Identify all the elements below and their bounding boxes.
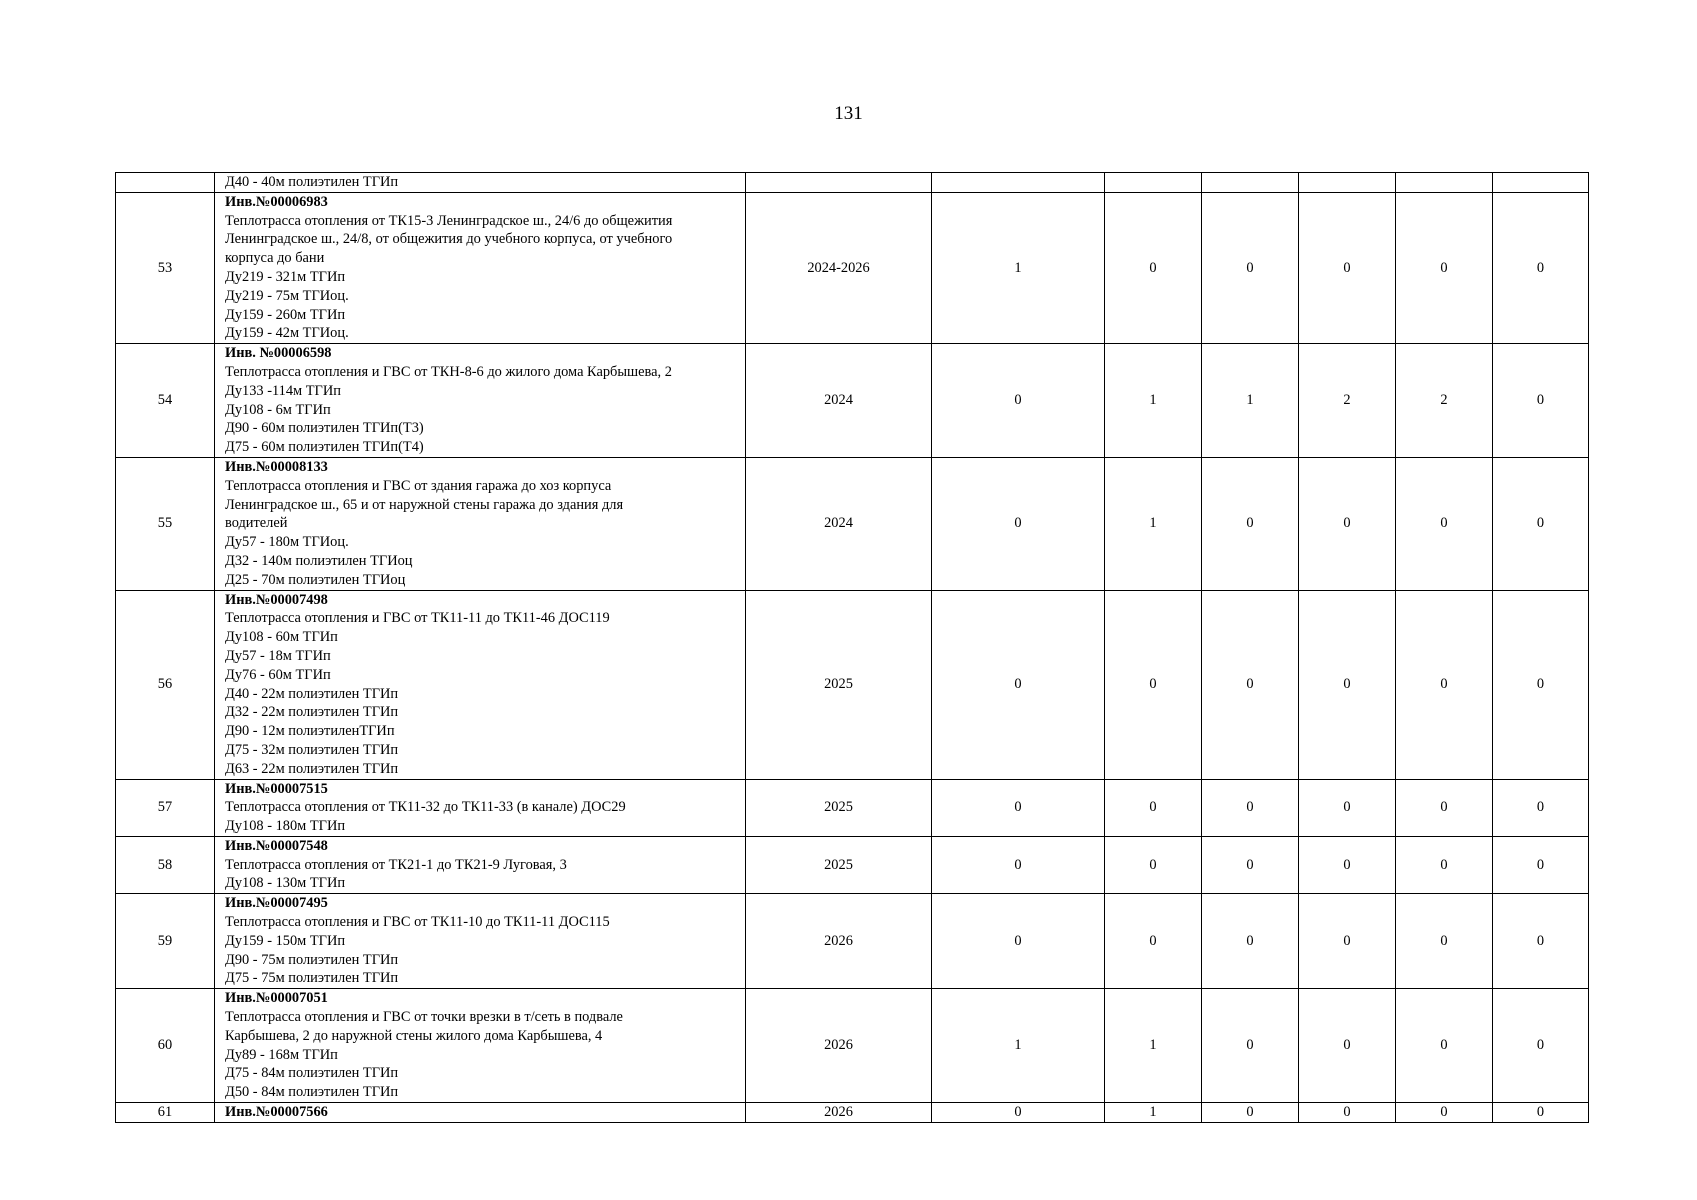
description-line: корпуса до бани — [225, 250, 325, 267]
description-line: Д40 - 40м полиэтилен ТГИп — [225, 174, 399, 190]
description-line: Д75 - 84м полиэтилен ТГИп — [225, 1065, 399, 1082]
value-cell-c4: 0 — [1299, 779, 1396, 836]
description-cell — [215, 1103, 746, 1123]
value-cell-c3 — [1202, 173, 1299, 193]
value-cell-c1: 1 — [932, 989, 1105, 1103]
value-cell-c6: 0 — [1493, 779, 1589, 836]
table-row — [116, 590, 1589, 779]
value-cell-c1: 0 — [932, 1103, 1105, 1123]
value-cell-c4: 0 — [1299, 1103, 1396, 1123]
description-line: Ду159 - 150м ТГИп — [225, 932, 346, 949]
years-cell: 2026 — [746, 894, 932, 989]
table-row — [116, 457, 1589, 590]
value-cell-c6: 0 — [1493, 894, 1589, 989]
row-number-cell — [116, 173, 215, 193]
description-line: Теплотрасса отопления и ГВС от здания гаража до хоз корпуса — [225, 477, 612, 494]
inventory-number: Инв.№00006983 — [225, 193, 328, 210]
value-cell-c2: 0 — [1105, 836, 1202, 893]
value-cell-c4: 2 — [1299, 344, 1396, 458]
description-line: Д50 - 84м полиэтилен ТГИп — [225, 1084, 399, 1101]
inventory-number: Инв.№00007548 — [225, 837, 328, 854]
description-line: Теплотрасса отопления от ТК11-32 до ТК11-33 (в канале) ДОС29 — [225, 799, 626, 816]
row-number-cell: 61 — [116, 1103, 215, 1123]
description-line: Ленинградское ш., 65 и от наружной стены гаража до здания для — [225, 496, 624, 513]
description-line: Д90 - 60м полиэтилен ТГИп(Т3) — [225, 420, 424, 437]
value-cell-c4: 0 — [1299, 989, 1396, 1103]
value-cell-c5: 0 — [1396, 989, 1493, 1103]
value-cell-c4: 0 — [1299, 590, 1396, 779]
value-cell-c6: 0 — [1493, 192, 1589, 343]
row-number-cell: 57 — [116, 779, 215, 836]
value-cell-c1: 0 — [932, 344, 1105, 458]
description-cell — [215, 894, 746, 989]
value-cell-c6: 0 — [1493, 1103, 1589, 1123]
years-cell: 2026 — [746, 989, 932, 1103]
description-line: Карбышева, 2 до наружной стены жилого дома Карбышева, 4 — [225, 1027, 603, 1044]
value-cell-c4: 0 — [1299, 457, 1396, 590]
inventory-number: Инв. №00006598 — [225, 345, 332, 362]
value-cell-c2 — [1105, 173, 1202, 193]
value-cell-c5: 0 — [1396, 779, 1493, 836]
row-number-cell: 53 — [116, 192, 215, 343]
description-line: Ду76 - 60м ТГИп — [225, 666, 331, 683]
inventory-number: Инв.№00008133 — [225, 458, 328, 475]
value-cell-c4: 0 — [1299, 192, 1396, 343]
value-cell-c3: 0 — [1202, 989, 1299, 1103]
value-cell-c2: 1 — [1105, 457, 1202, 590]
value-cell-c6: 0 — [1493, 836, 1589, 893]
value-cell-c2: 1 — [1105, 344, 1202, 458]
description-line: Теплотрасса отопления и ГВС от ТК11-10 до ТК11-11 ДОС115 — [225, 914, 610, 931]
table-row — [116, 836, 1589, 893]
years-cell: 2025 — [746, 779, 932, 836]
row-number-cell: 59 — [116, 894, 215, 989]
table-row — [116, 894, 1589, 989]
description-cell — [215, 590, 746, 779]
years-cell: 2025 — [746, 836, 932, 893]
value-cell-c3: 0 — [1202, 1103, 1299, 1123]
page-number: 131 — [834, 103, 863, 124]
value-cell-c1: 0 — [932, 590, 1105, 779]
value-cell-c1 — [932, 173, 1105, 193]
description-line: Ду108 - 180м ТГИп — [225, 818, 346, 835]
value-cell-c3: 0 — [1202, 457, 1299, 590]
value-cell-c3: 0 — [1202, 192, 1299, 343]
row-number-cell: 54 — [116, 344, 215, 458]
table-row — [116, 173, 1589, 193]
value-cell-c5: 0 — [1396, 894, 1493, 989]
description-line: Теплотрасса отопления от ТК15-3 Ленинградское ш., 24/6 до общежития — [225, 212, 673, 229]
description-line: Ду89 - 168м ТГИп — [225, 1046, 338, 1063]
value-cell-c1: 1 — [932, 192, 1105, 343]
description-line: Ду219 - 75м ТГИоц. — [225, 287, 349, 304]
description-cell — [215, 173, 746, 193]
description-line: Ду133 -114м ТГИп — [225, 382, 341, 399]
row-number-cell: 56 — [116, 590, 215, 779]
value-cell-c1: 0 — [932, 894, 1105, 989]
value-cell-c6: 0 — [1493, 590, 1589, 779]
value-cell-c3: 0 — [1202, 894, 1299, 989]
description-cell — [215, 457, 746, 590]
description-line: Д90 - 12м полиэтиленТГИп — [225, 723, 395, 740]
description-cell — [215, 344, 746, 458]
description-line: Ду108 - 130м ТГИп — [225, 875, 346, 892]
description-line: водителей — [225, 515, 288, 532]
description-cell — [215, 779, 746, 836]
value-cell-c4: 0 — [1299, 836, 1396, 893]
value-cell-c2: 0 — [1105, 779, 1202, 836]
description-line: Ду219 - 321м ТГИп — [225, 268, 346, 285]
description-line: Д32 - 22м полиэтилен ТГИп — [225, 704, 399, 721]
value-cell-c4 — [1299, 173, 1396, 193]
row-number-cell: 58 — [116, 836, 215, 893]
row-number-cell: 55 — [116, 457, 215, 590]
inventory-number: Инв.№00007498 — [225, 591, 328, 608]
table-row — [116, 344, 1589, 458]
description-line: Д75 - 32м полиэтилен ТГИп — [225, 741, 399, 758]
description-line: Теплотрасса отопления и ГВС от ТКН-8-6 до жилого дома Карбышева, 2 — [225, 363, 672, 380]
value-cell-c5: 0 — [1396, 590, 1493, 779]
value-cell-c5: 0 — [1396, 836, 1493, 893]
value-cell-c3: 0 — [1202, 836, 1299, 893]
value-cell-c2: 1 — [1105, 989, 1202, 1103]
value-cell-c2: 0 — [1105, 590, 1202, 779]
description-line: Ду159 - 42м ТГИоц. — [225, 325, 349, 342]
description-line: Теплотрасса отопления и ГВС от ТК11-11 до ТК11-46 ДОС119 — [225, 610, 610, 627]
years-cell: 2024 — [746, 344, 932, 458]
description-line: Ду57 - 18м ТГИп — [225, 647, 331, 664]
value-cell-c6 — [1493, 173, 1589, 193]
value-cell-c2: 1 — [1105, 1103, 1202, 1123]
description-line: Д75 - 75м полиэтилен ТГИп — [225, 970, 399, 987]
years-cell — [746, 173, 932, 193]
value-cell-c1: 0 — [932, 457, 1105, 590]
description-cell — [215, 836, 746, 893]
value-cell-c6: 0 — [1493, 989, 1589, 1103]
years-cell: 2024-2026 — [746, 192, 932, 343]
value-cell-c2: 0 — [1105, 894, 1202, 989]
value-cell-c5: 0 — [1396, 192, 1493, 343]
value-cell-c5: 0 — [1396, 1103, 1493, 1123]
table-row — [116, 192, 1589, 343]
value-cell-c2: 0 — [1105, 192, 1202, 343]
value-cell-c6: 0 — [1493, 344, 1589, 458]
value-cell-c4: 0 — [1299, 894, 1396, 989]
value-cell-c3: 0 — [1202, 779, 1299, 836]
description-line: Ленинградское ш., 24/8, от общежития до учебного корпуса, от учебного — [225, 231, 673, 248]
inventory-number: Инв.№00007515 — [225, 780, 328, 797]
description-line: Теплотрасса отопления от ТК21-1 до ТК21-9 Луговая, 3 — [225, 856, 567, 873]
description-line: Ду108 - 60м ТГИп — [225, 629, 338, 646]
value-cell-c6: 0 — [1493, 457, 1589, 590]
inventory-number: Инв.№00007566 — [225, 1104, 328, 1121]
description-cell — [215, 192, 746, 343]
description-line: Д32 - 140м полиэтилен ТГИоц — [225, 552, 413, 569]
description-line: Теплотрасса отопления и ГВС от точки врезки в т/сеть в подвале — [225, 1009, 623, 1026]
description-line: Ду108 - 6м ТГИп — [225, 401, 331, 418]
description-line: Ду57 - 180м ТГИоц. — [225, 534, 349, 551]
inventory-number: Инв.№00007051 — [225, 990, 328, 1007]
value-cell-c3: 1 — [1202, 344, 1299, 458]
value-cell-c1: 0 — [932, 836, 1105, 893]
years-cell: 2025 — [746, 590, 932, 779]
description-line: Д40 - 22м полиэтилен ТГИп — [225, 685, 399, 702]
years-cell: 2026 — [746, 1103, 932, 1123]
description-line: Д63 - 22м полиэтилен ТГИп — [225, 760, 399, 777]
description-cell — [215, 989, 746, 1103]
value-cell-c5: 2 — [1396, 344, 1493, 458]
description-line: Д90 - 75м полиэтилен ТГИп — [225, 951, 399, 968]
table-row — [116, 1103, 1589, 1123]
value-cell-c3: 0 — [1202, 590, 1299, 779]
inventory-number: Инв.№00007495 — [225, 895, 328, 912]
table-row — [116, 779, 1589, 836]
table-body — [116, 173, 1589, 1123]
value-cell-c5 — [1396, 173, 1493, 193]
description-line: Ду159 - 260м ТГИп — [225, 306, 346, 323]
value-cell-c5: 0 — [1396, 457, 1493, 590]
description-line: Д75 - 60м полиэтилен ТГИп(Т4) — [225, 439, 424, 456]
table-row — [116, 989, 1589, 1103]
description-line: Д25 - 70м полиэтилен ТГИоц — [225, 571, 406, 588]
row-number-cell: 60 — [116, 989, 215, 1103]
years-cell: 2024 — [746, 457, 932, 590]
value-cell-c1: 0 — [932, 779, 1105, 836]
pipeline-table — [115, 172, 1589, 1123]
